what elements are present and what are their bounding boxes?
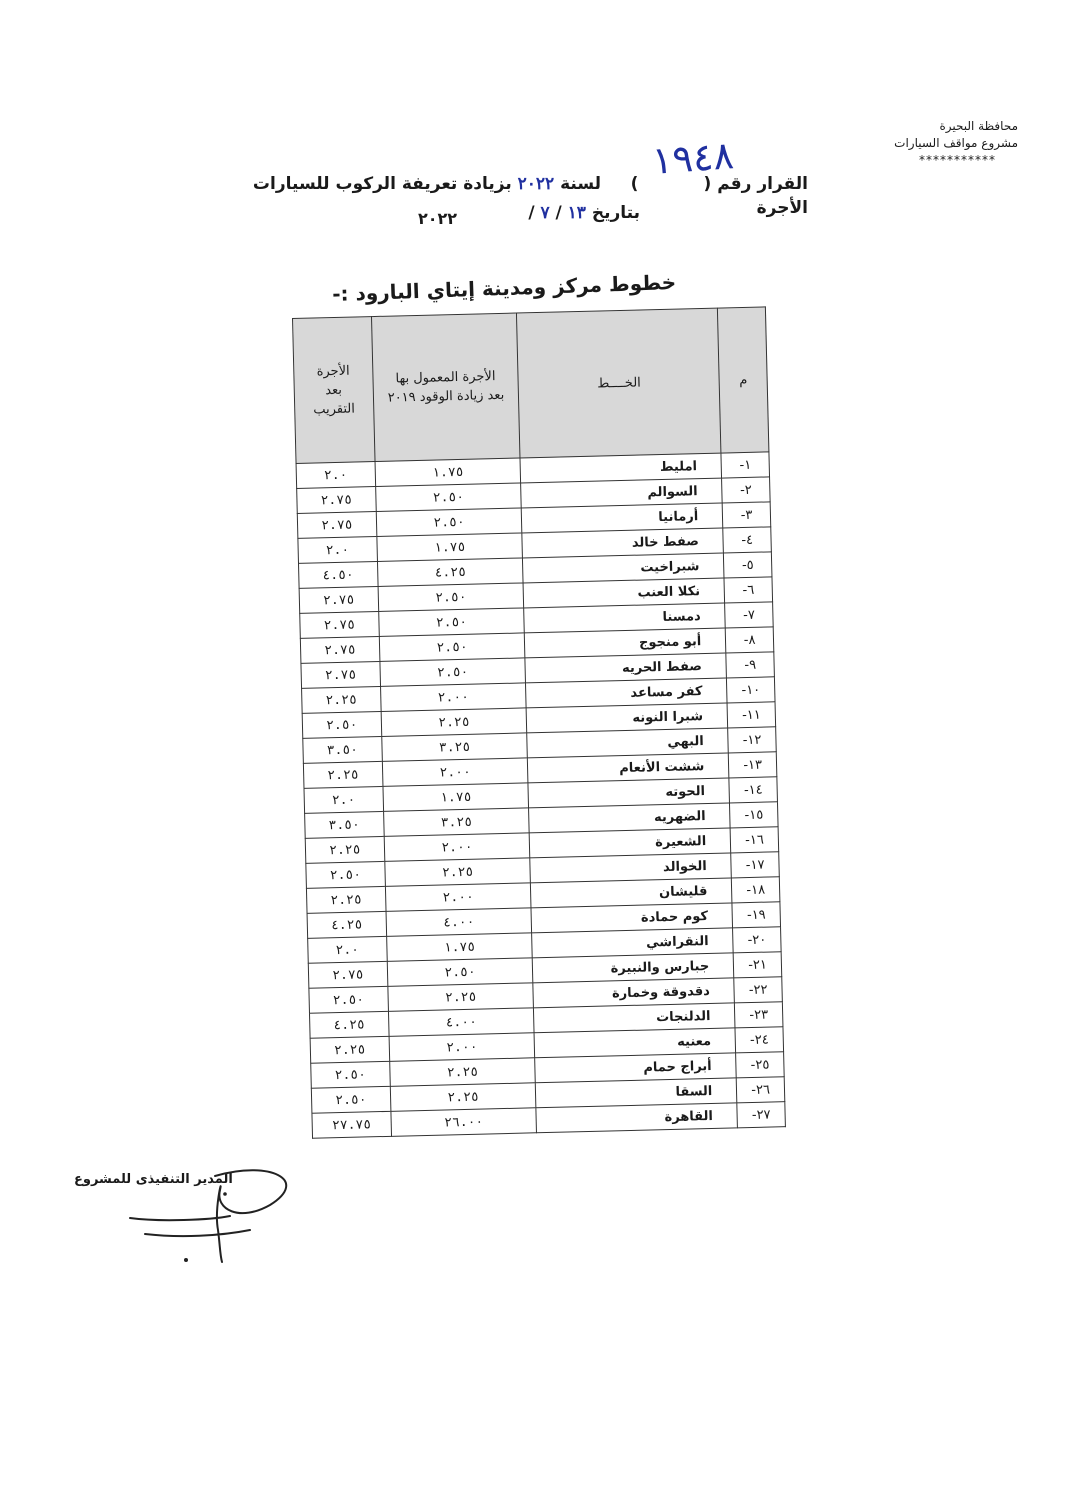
row-index: ١- (721, 452, 769, 478)
row-old-fare: ٢٦.٠٠ (391, 1108, 537, 1137)
row-line: دقدوقة وخمارة (533, 978, 734, 1008)
decision-number-handwritten: ١٩٤٨ (650, 133, 736, 183)
row-new-fare: ٢.٠ (298, 537, 377, 564)
row-new-fare: ٣.٥٠ (303, 736, 382, 763)
row-index: ٢٥- (736, 1052, 784, 1078)
row-line: صفط الحريه (525, 653, 726, 683)
year-handwritten: ٢٠٢٢ (517, 174, 555, 194)
row-old-fare: ٢.٥٠ (376, 508, 522, 537)
row-new-fare: ٢.٢٥ (306, 886, 385, 913)
row-old-fare: ٤.٠٠ (386, 908, 532, 937)
row-line: النقراشي (532, 928, 733, 958)
row-old-fare: ٢.٠٠ (382, 758, 528, 787)
section-title: خطوط مركز ومدينة إيتاي البارود :- (331, 270, 677, 306)
row-old-fare: ٢.٥٠ (379, 633, 525, 662)
header-old-fare: الأجرة المعمول بها بعد زيادة الوقود ٢٠١٩ (371, 313, 520, 462)
row-old-fare: ١.٧٥ (383, 783, 529, 812)
row-index: ١٣- (729, 752, 777, 778)
row-line: البهي (527, 728, 728, 758)
year-label: لسنة (560, 174, 602, 194)
decision-close-paren: ) (630, 174, 639, 194)
row-old-fare: ٢.٢٥ (389, 1058, 535, 1087)
row-old-fare: ٢.٥٠ (387, 958, 533, 987)
row-index: ٩- (726, 652, 774, 678)
row-index: ١٢- (728, 727, 776, 753)
row-line: أرمانيا (522, 503, 723, 533)
row-line: جبارس والنبيرة (533, 953, 734, 983)
date-label: بتاريخ (591, 203, 640, 223)
row-line: صفط خالد (522, 528, 723, 558)
row-index: ١١- (727, 702, 775, 728)
row-line: أبو منجوج (525, 628, 726, 658)
row-old-fare: ٢.٠٠ (384, 833, 530, 862)
row-new-fare: ٢.٧٥ (308, 961, 387, 988)
header-line: الخــــط (517, 308, 721, 458)
row-new-fare: ٢.٥٠ (302, 711, 381, 738)
row-new-fare: ٤.٢٥ (309, 1011, 388, 1038)
row-index: ٢٤- (735, 1027, 783, 1053)
row-line: أبراج حمام (535, 1053, 736, 1083)
row-new-fare: ٣.٥٠ (305, 811, 384, 838)
row-old-fare: ٢.٢٥ (387, 983, 533, 1012)
header-index: م (718, 307, 769, 453)
row-new-fare: ٢.٥٠ (306, 861, 385, 888)
row-line: الشعيرة (530, 828, 731, 858)
row-index: ٣- (722, 502, 770, 528)
row-old-fare: ٤.٠٠ (388, 1008, 534, 1037)
row-index: ٢٢- (734, 977, 782, 1003)
row-new-fare: ٢.٠ (296, 462, 375, 489)
row-line: القاهرة (536, 1103, 737, 1133)
header-stars: *********** (919, 153, 996, 167)
row-line: الخوالد (530, 853, 731, 883)
row-old-fare: ١.٧٥ (377, 533, 523, 562)
row-line: نكلا العنب (523, 578, 724, 608)
row-line: السوالم (521, 478, 722, 508)
governorate-name: محافظة البحيرة (939, 119, 1018, 133)
row-old-fare: ٢.٥٠ (375, 483, 521, 512)
row-line: شبرا النونه (527, 703, 728, 733)
row-index: ٢٠- (733, 927, 781, 953)
row-line: كوم حمادة (531, 903, 732, 933)
row-index: ٨- (725, 627, 773, 653)
row-old-fare: ٢.٢٥ (384, 858, 530, 887)
decision-subject: بزيادة تعريفة الركوب للسيارات الأجرة (252, 174, 808, 218)
row-old-fare: ١.٧٥ (386, 933, 532, 962)
row-line: الحوته (528, 778, 729, 808)
row-new-fare: ٤.٥٠ (298, 561, 377, 588)
row-line: السقا (536, 1078, 737, 1108)
row-line: الضهريه (529, 803, 730, 833)
signature-label: المدير التنفيذى للمشروع (74, 1172, 233, 1187)
row-new-fare: ٢.٠ (308, 936, 387, 963)
row-index: ١٤- (729, 777, 777, 803)
row-old-fare: ٢.٠٠ (380, 683, 526, 712)
row-new-fare: ٢.٧٥ (297, 487, 376, 514)
row-index: ١٥- (730, 802, 778, 828)
row-old-fare: ٢.٢٥ (390, 1083, 536, 1112)
row-line: ششت الأنعام (528, 753, 729, 783)
row-new-fare: ٤.٢٥ (307, 911, 386, 938)
row-line: الدلنجات (534, 1003, 735, 1033)
row-old-fare: ٢.٠٠ (389, 1033, 535, 1062)
row-index: ٢٧- (737, 1102, 785, 1128)
row-new-fare: ٢.٧٥ (299, 586, 378, 613)
row-old-fare: ٢.٠٠ (385, 883, 531, 912)
row-line: قليشان (531, 878, 732, 908)
row-index: ١٦- (730, 827, 778, 853)
row-new-fare: ٢.٥٠ (311, 1061, 390, 1088)
row-new-fare: ٢.٧٥ (297, 512, 376, 539)
date-line: بتاريخ ١٣ / ٧ / (528, 203, 640, 223)
signature-mark (120, 1150, 320, 1280)
row-line: معنيه (534, 1028, 735, 1058)
project-name: مشروع مواقف السيارات (894, 136, 1018, 150)
row-new-fare: ٢.٥٠ (311, 1086, 390, 1113)
decision-prefix: القرار رقم ( (703, 174, 808, 194)
row-old-fare: ٣.٢٥ (383, 808, 529, 837)
row-index: ٤- (723, 527, 771, 553)
row-line: كفر مساعد (526, 678, 727, 708)
row-new-fare: ٢.٢٥ (310, 1036, 389, 1063)
row-old-fare: ٢.٥٠ (378, 608, 524, 637)
row-index: ٢١- (733, 952, 781, 978)
row-line: شبراخيت (523, 553, 724, 583)
row-new-fare: ٢.٥٠ (309, 986, 388, 1013)
row-line: امليط (520, 453, 721, 483)
row-index: ٢- (722, 477, 770, 503)
date-day: ١٣ (567, 203, 586, 223)
issuer-header (798, 118, 1018, 169)
row-index: ١٩- (732, 902, 780, 928)
row-old-fare: ٤.٢٥ (377, 558, 523, 587)
row-new-fare: ٢.٧٥ (301, 661, 380, 688)
row-old-fare: ١.٧٥ (375, 458, 521, 487)
row-line: دمسنا (524, 603, 725, 633)
row-old-fare: ٢.٥٠ (378, 583, 524, 612)
date-year: ٢٠٢٢ (418, 209, 458, 228)
row-index: ١٧- (731, 852, 779, 878)
row-old-fare: ٢.٢٥ (381, 708, 527, 737)
row-index: ٢٦- (736, 1077, 784, 1103)
row-new-fare: ٢٧.٧٥ (312, 1111, 391, 1138)
row-new-fare: ٢.٧٥ (300, 611, 379, 638)
row-index: ٢٣- (735, 1002, 783, 1028)
row-new-fare: ٢.٢٥ (303, 761, 382, 788)
row-new-fare: ٢.٧٥ (300, 636, 379, 663)
row-index: ١٨- (732, 877, 780, 903)
row-old-fare: ٣.٢٥ (381, 733, 527, 762)
row-old-fare: ٢.٥٠ (380, 658, 526, 687)
table-header-row (293, 307, 769, 464)
row-new-fare: ٢.٢٥ (305, 836, 384, 863)
row-index: ٧- (725, 602, 773, 628)
table-body (296, 452, 785, 1138)
date-month: ٧ (540, 203, 550, 223)
fares-table (292, 306, 786, 1138)
row-index: ٦- (724, 577, 772, 603)
header-new-fare: الأجرة بعد التقريب (293, 317, 375, 464)
row-new-fare: ٢.٢٥ (302, 686, 381, 713)
row-index: ١٠- (727, 677, 775, 703)
row-new-fare: ٢.٠ (304, 786, 383, 813)
row-index: ٥- (724, 552, 772, 578)
fares-table-container (292, 306, 786, 1138)
